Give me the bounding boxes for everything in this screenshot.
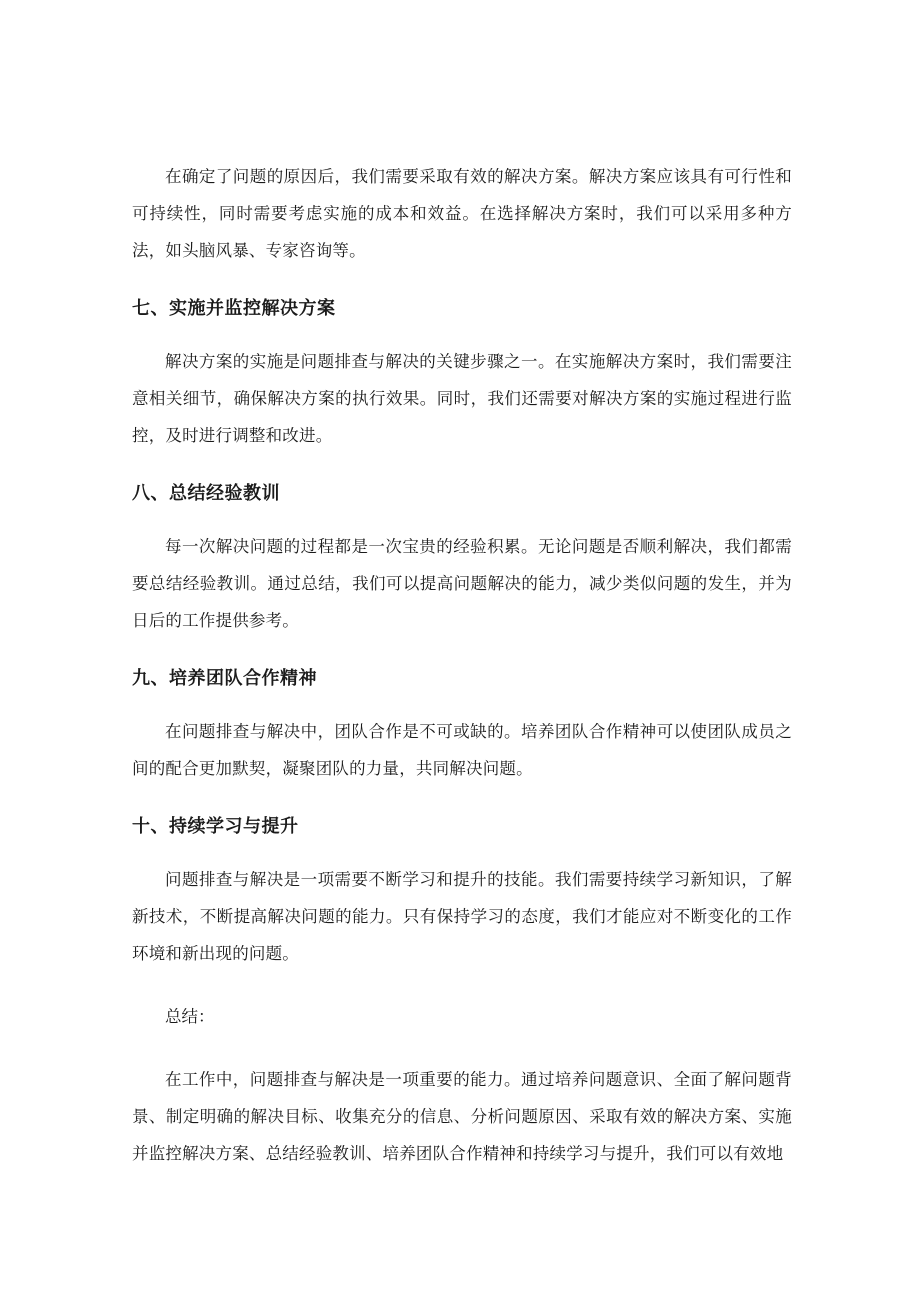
paragraph-summary: 在工作中，问题排查与解决是一项重要的能力。通过培养问题意识、全面了解问题背景、制定明确的解决目标、收集充分的信息、分析问题原因、采取有效的解决方案、实施并监控解决方案、总结经验教训、培养团队合作精神和持续学习与提升，我们可以有效地 (132, 1070, 792, 1163)
heading-teamwork: 九、培养团队合作精神 (132, 668, 317, 689)
heading-implement-monitor: 七、实施并监控解决方案 (132, 298, 336, 319)
paragraph-solution: 在确定了问题的原因后，我们需要采取有效的解决方案。解决方案应该具有可行性和可持续性，同时需要考虑实施的成本和效益。在选择解决方案时，我们可以采用多种方法，如头脑风暴、专家咨询等。 (132, 167, 792, 260)
paragraph-learning: 问题排查与解决是一项需要不断学习和提升的技能。我们需要持续学习新知识，了解新技术，不断提高解决问题的能力。只有保持学习的态度，我们才能应对不断变化的工作环境和新出现的问题。 (132, 870, 792, 963)
heading-continuous-learning: 十、持续学习与提升 (132, 816, 299, 837)
summary-label: 总结： (165, 1007, 215, 1026)
document-body (132, 158, 792, 1198)
paragraph-teamwork: 在问题排查与解决中，团队合作是不可或缺的。培养团队合作精神可以使团队成员之间的配合更加默契，凝聚团队的力量，共同解决问题。 (132, 722, 792, 778)
paragraph-lessons: 每一次解决问题的过程都是一次宝贵的经验积累。无论问题是否顺利解决，我们都需要总结经验教训。通过总结，我们可以提高问题解决的能力，减少类似问题的发生，并为日后的工作提供参考。 (132, 537, 792, 630)
paragraph-implement: 解决方案的实施是问题排查与解决的关键步骤之一。在实施解决方案时，我们需要注意相关细节，确保解决方案的执行效果。同时，我们还需要对解决方案的实施过程进行监控，及时进行调整和改进。 (132, 352, 792, 445)
heading-lessons-learned: 八、总结经验教训 (132, 483, 280, 504)
